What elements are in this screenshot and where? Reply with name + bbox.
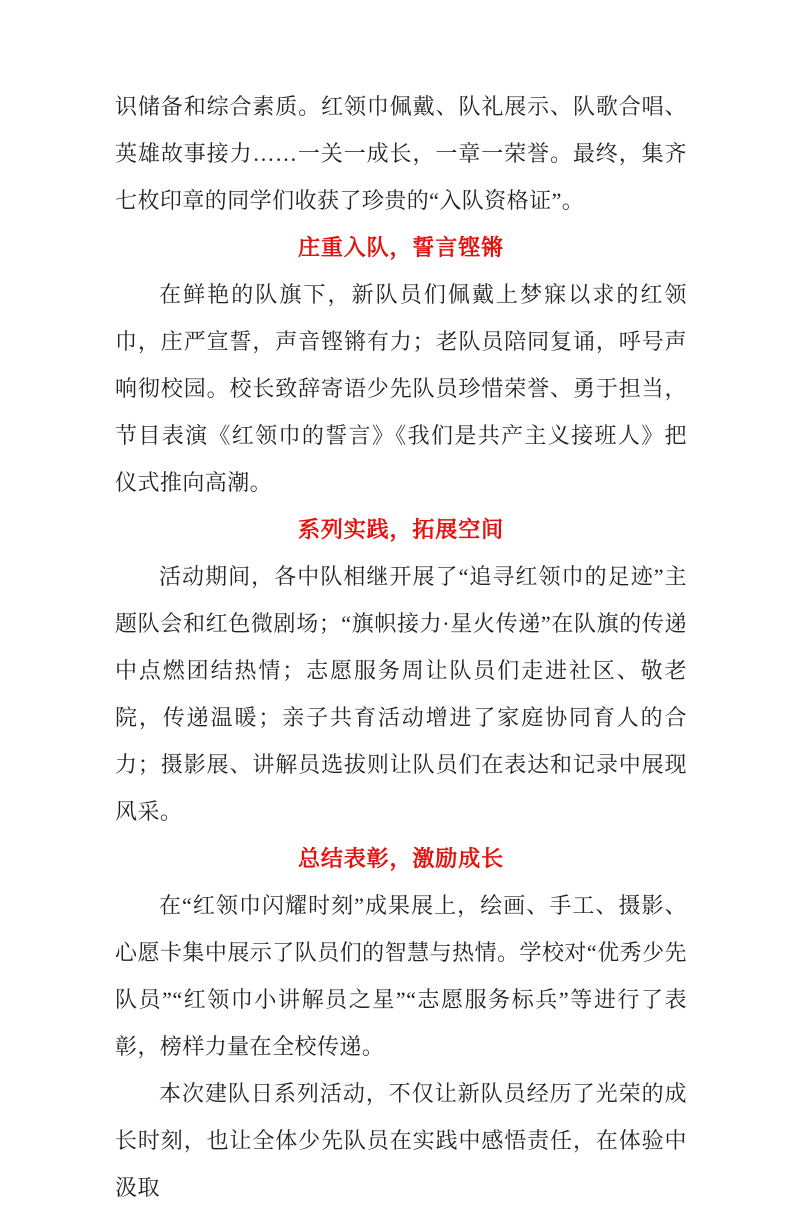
paragraph-commendation: 在“红领巾闪耀时刻”成果展上，绘画、手工、摄影、心愿卡集中展示了队员们的智慧与热情。学校对“优秀少先队员”“红领巾小讲解员之星”“志愿服务标兵”等进行了表彰，榜样力量在全校传递。 [115,893,687,1059]
section-heading-series-practice: 系列实践，拓展空间 [298,517,504,542]
paragraph-practice-activities: 活动期间，各中队相继开展了“追寻红领巾的足迹”主题队会和红色微剧场；“旗帜接力·星火传递”在队旗的传递中点燃团结热情；志愿服务周让队员们走进社区、敬老院，传递温暖；亲子共育活动增进了家庭协同育人的合力；摄影展、讲解员选拔则让队员们在表达和记录中展现风采。 [115,564,687,824]
section-heading-solemn-induction: 庄重入队，誓言铿锵 [298,235,504,260]
paragraph-closing: 本次建队日系列活动，不仅让新队员经历了光荣的成长时刻，也让全体少先队员在实践中感悟责任，在体验中汲取 [115,1081,687,1200]
paragraph-continuation: 识储备和综合素质。红领巾佩戴、队礼展示、队歌合唱、英雄故事接力……一关一成长，一章一荣誉。最终，集齐七枚印章的同学们收获了珍贵的“入队资格证”。 [115,94,687,213]
section-heading-summary-commendation: 总结表彰，激励成长 [298,846,504,871]
paragraph-induction-ceremony: 在鲜艳的队旗下，新队员们佩戴上梦寐以求的红领巾，庄严宣誓，声音铿锵有力；老队员陪同复诵，呼号声响彻校园。校长致辞寄语少先队员珍惜荣誉、勇于担当，节目表演《红领巾的誓言》《我们是共产主义接班人》把仪式推向高潮。 [115,282,687,495]
